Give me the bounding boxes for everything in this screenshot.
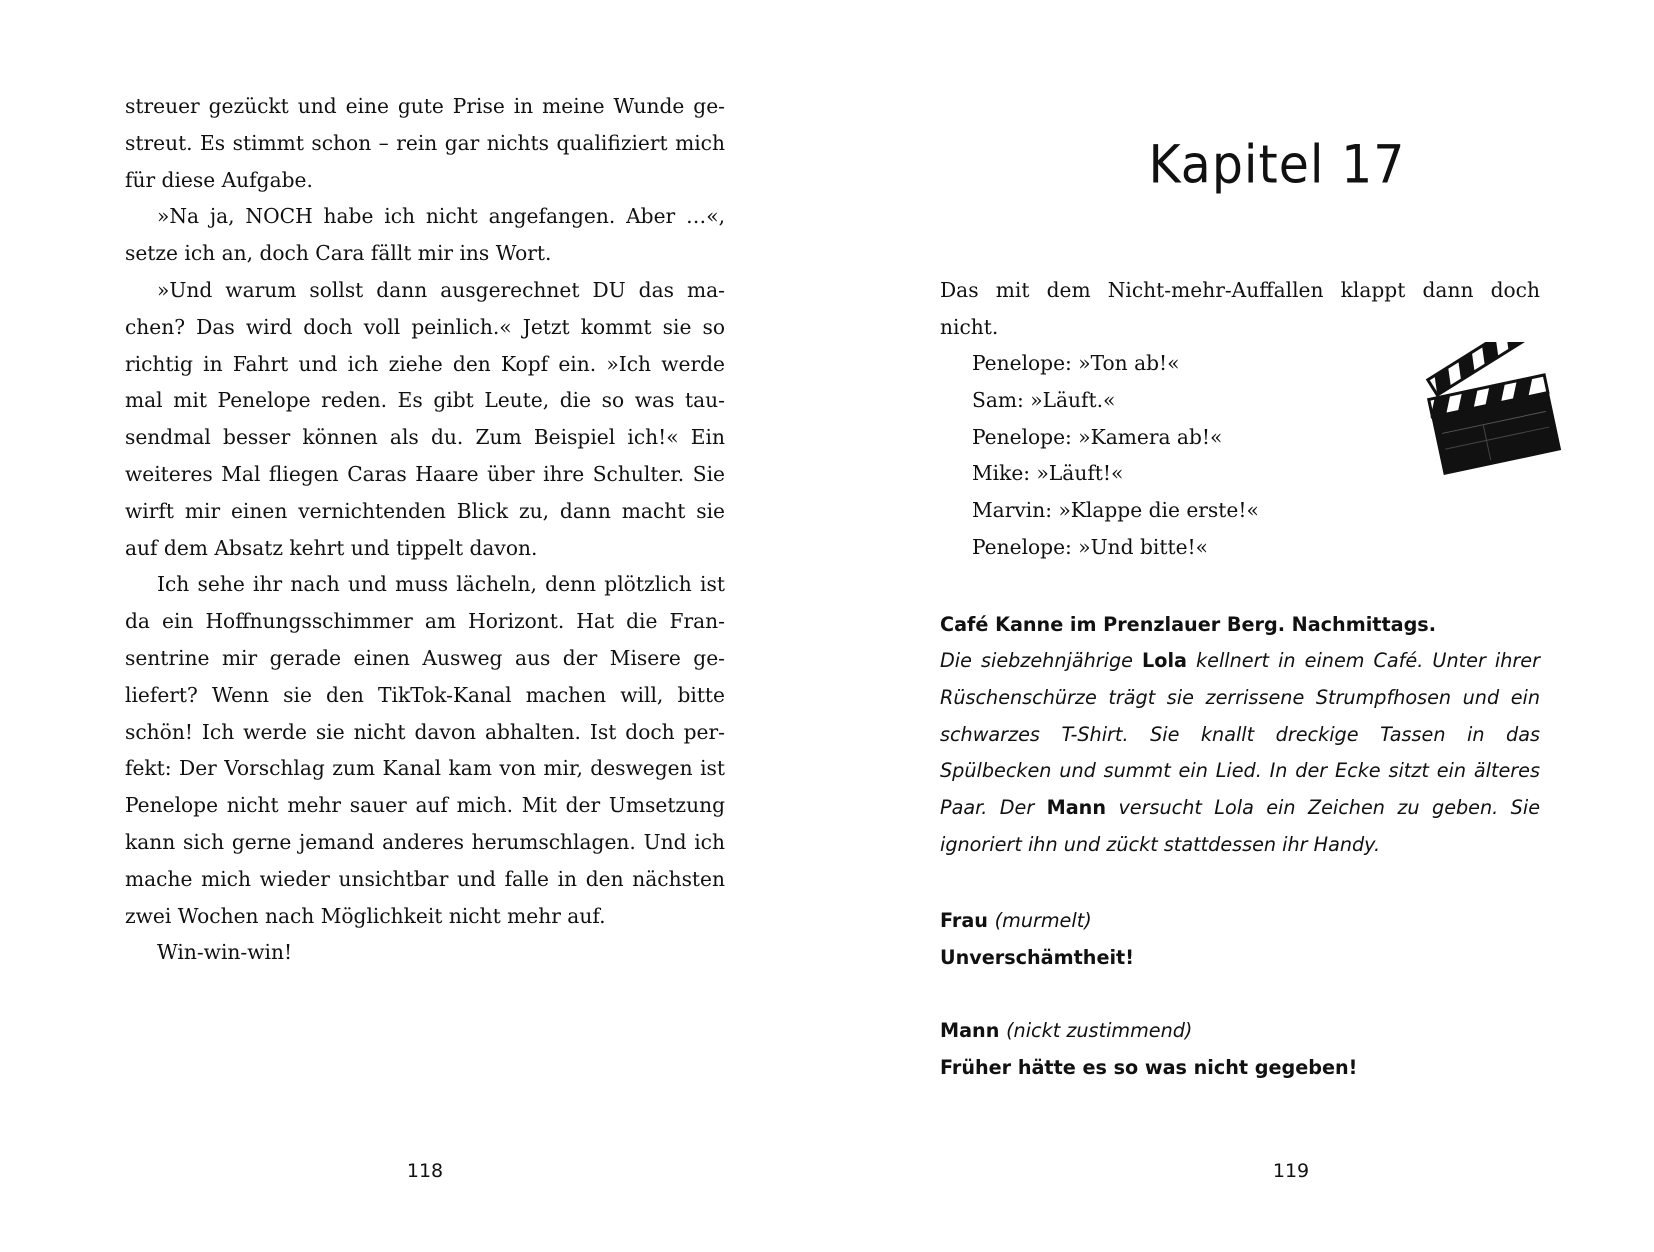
chapter-intro xyxy=(940,272,1540,346)
credit-line: Penelope: »Kamera ab!« xyxy=(972,424,1223,449)
speaker-name: Mann xyxy=(940,1019,1000,1042)
right-page xyxy=(827,0,1654,1252)
paragraph: streuer gezückt und eine gute Prise in meine Wunde gestreut. Es stimmt schon – rein gar nichts qualifiziert mich für diese Aufgabe. xyxy=(125,94,725,192)
speaker-note: (nickt zustimmend) xyxy=(1006,1019,1193,1042)
left-page-body xyxy=(125,88,725,971)
credit-line: Mike: »Läuft!« xyxy=(972,461,1124,486)
credit-line: Marvin: »Klappe die erste!« xyxy=(972,498,1259,523)
dialogue-line: Unverschämtheit! xyxy=(940,946,1134,969)
chapter-title: Kapitel 17 xyxy=(1148,133,1406,196)
credits-list xyxy=(972,345,1259,566)
character-name: Lola xyxy=(1142,649,1187,672)
clapperboard-icon xyxy=(1425,342,1570,487)
dialogue-line: Früher hätte es so was nicht gegeben! xyxy=(940,1056,1358,1079)
speaker-name: Frau xyxy=(940,909,988,932)
stage-direction xyxy=(940,643,1540,864)
credit-line: Sam: »Läuft.« xyxy=(972,387,1116,412)
paragraph: »Na ja, NOCH habe ich nicht angefangen. Aber …«, setze ich an, doch Cara fällt mir ins Wort. xyxy=(125,204,725,266)
dialogue-speaker xyxy=(940,1013,1540,1050)
credit-line: Penelope: »Ton ab!« xyxy=(972,351,1180,375)
credit-line: Penelope: »Und bitte!« xyxy=(972,534,1208,559)
paragraph: Win-win-win! xyxy=(157,940,293,965)
page-number-right: 119 xyxy=(1272,1160,1310,1182)
paragraph: »Und warum sollst dann ausgerechnet DU das machen? Das wird doch voll peinlich.« Jetzt kommt sie so richtig in Fahrt und ich ziehe den Kopf ein. »Ich werde mal mit Penelope reden. Es gibt Leute, die so was tausendmal besser können als du. Zum Beispiel ich!« Ein weiteres Mal fliegen Caras Haare über ihre Schulter. Sie wirft mir einen vernichtenden Blick zu, dann macht sie auf dem Absatz kehrt und tippelt davon. xyxy=(125,277,725,560)
dialogue-speaker xyxy=(940,903,1540,940)
paragraph: Ich sehe ihr nach und muss lächeln, denn plötzlich ist da ein Hoffnungsschimmer am Horizont. Hat die Fransentrine mir gerade einen Ausweg aus der Misere geliefert? Wenn sie den TikTok-Kanal machen will, bitte schön! Ich werde sie nicht davon abhalten. Ist doch perfekt: Der Vorschlag zum Kanal kam von mir, deswegen ist Penelope nicht mehr sauer auf mich. Mit der Umsetzung kann sich gerne jemand anderes herumschlagen. Und ich mache mich wieder unsichtbar und falle in den nächsten zwei Wochen nach Möglichkeit nicht mehr auf. xyxy=(125,572,725,928)
intro-paragraph: Das mit dem Nicht-mehr-Auffallen klappt dann doch nicht. xyxy=(940,278,1540,339)
stage-text: kellnert in einem Café. Unter ihrer Rüschenschürze trägt sie zerrissene Strumpfhosen und ein schwarzes T-Shirt. Sie knallt dreckige Tassen in das Spülbecken und summt ein Lied. In der Ecke sitzt ein älteres Paar. Der xyxy=(940,649,1540,820)
stage-text: versucht Lola ein Zeichen zu geben. Sie ignoriert ihn und zückt stattdessen ihr Handy. xyxy=(940,796,1540,856)
stage-text: Die siebzehnjährige xyxy=(940,649,1143,672)
scene-heading: Café Kanne im Prenzlauer Berg. Nachmittags. xyxy=(940,613,1437,636)
character-name: Mann xyxy=(1046,796,1107,820)
speaker-note: (murmelt) xyxy=(994,909,1092,932)
page-number-left: 118 xyxy=(406,1160,444,1182)
